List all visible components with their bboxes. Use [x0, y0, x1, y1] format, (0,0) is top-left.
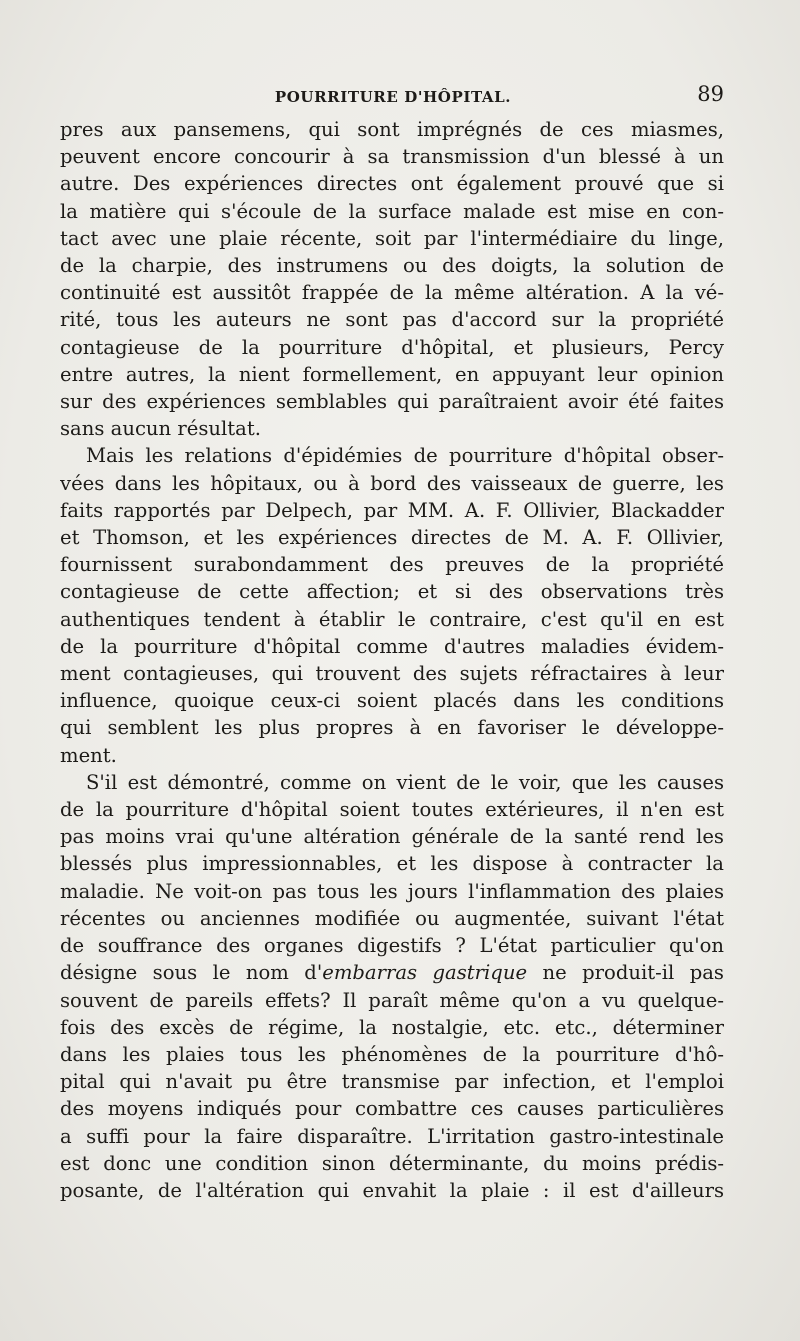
- text-line: la matière qui s'écoule de la surface malade est mise en con-: [60, 199, 724, 223]
- text-line: des moyens indiqués pour combattre ces causes particulières: [60, 1097, 724, 1121]
- text-line: est donc une condition sinon déterminante, du moins prédis-: [60, 1151, 724, 1175]
- paragraph: [60, 116, 724, 442]
- text-line: récentes ou anciennes modifiée ou augmentée, suivant l'état: [60, 906, 724, 930]
- text-line: blessés plus impressionnables, et les dispose à contracter la: [60, 852, 724, 876]
- text-line: S'il est démontré, comme on vient de le voir, que les causes: [86, 770, 724, 794]
- text-line: de la pourriture d'hôpital soient toutes extérieures, il n'en est: [60, 798, 724, 822]
- text-line: pas moins vrai qu'une altération générale de la santé rend les: [60, 825, 724, 849]
- text-line: maladie. Ne voit-on pas tous les jours l'inflammation des plaies: [60, 879, 724, 903]
- text-line: influence, quoique ceux-ci soient placés dans les conditions: [60, 689, 724, 713]
- text-line: faits rapportés par Delpech, par MM. A. F. Ollivier, Blackadder: [60, 498, 724, 522]
- text-line: souvent de pareils effets? Il paraît même qu'on a vu quelque-: [60, 988, 724, 1012]
- text-line: ment contagieuses, qui trouvent des sujets réfractaires à leur: [60, 662, 724, 686]
- text-line: sur des expériences semblables qui paraîtraient avoir été faites: [60, 390, 724, 414]
- text-line: désigne sous le nom d'embarras gastrique ne produit-il pas: [60, 961, 724, 985]
- page-body: [60, 116, 724, 1204]
- text-line: a suffi pour la faire disparaître. L'irritation gastro-intestinale: [60, 1124, 724, 1148]
- text-line: posante, de l'altération qui envahit la plaie : il est d'ailleurs: [60, 1178, 724, 1202]
- text-line: contagieuse de cette affection; et si des observations très: [60, 580, 724, 604]
- text-line: qui semblent les plus propres à en favoriser le développe-: [60, 716, 724, 740]
- text-line: entre autres, la nient formellement, en appuyant leur opinion: [60, 362, 724, 386]
- paragraph: [60, 442, 724, 768]
- text-line: pres aux pansemens, qui sont imprégnés de ces miasmes,: [60, 118, 724, 141]
- text-line: authentiques tendent à établir le contraire, c'est qu'il en est: [60, 607, 724, 631]
- text-line: tact avec une plaie récente, soit par l'intermédiaire du linge,: [60, 226, 724, 250]
- text-line: rité, tous les auteurs ne sont pas d'accord sur la propriété: [60, 308, 724, 332]
- text-line: vées dans les hôpitaux, ou à bord des vaisseaux de guerre, les: [60, 471, 724, 495]
- text-line: ment.: [60, 743, 117, 767]
- text-line: de souffrance des organes digestifs ? L'état particulier qu'on: [60, 934, 724, 958]
- text-line: Mais les relations d'épidémies de pourriture d'hôpital obser-: [86, 444, 724, 468]
- text-line: dans les plaies tous les phénomènes de la pourriture d'hô-: [60, 1042, 724, 1066]
- text-line: fois des excès de régime, la nostalgie, etc. etc., déterminer: [60, 1015, 724, 1039]
- text-line: sans aucun résultat.: [60, 417, 261, 441]
- text-line: pital qui n'avait pu être transmise par infection, et l'emploi: [60, 1070, 724, 1094]
- text-line: contagieuse de la pourriture d'hôpital, et plusieurs, Percy: [60, 335, 724, 359]
- page-header: [62, 82, 724, 116]
- text-line: de la charpie, des instrumens ou des doigts, la solution de: [60, 254, 724, 278]
- text-line: autre. Des expériences directes ont également prouvé que si: [60, 172, 724, 196]
- text-line: peuvent encore concourir à sa transmission d'un blessé à un: [60, 145, 724, 169]
- text-line: continuité est aussitôt frappée de la même altération. A la vé-: [60, 281, 724, 305]
- paragraph: [60, 769, 724, 1204]
- running-head: POURRITURE D'HÔPITAL.: [274, 88, 512, 106]
- page-number: 89: [697, 82, 724, 106]
- text-line: de la pourriture d'hôpital comme d'autres maladies évidem-: [60, 634, 724, 658]
- italic-term: embarras gastrique: [322, 961, 528, 985]
- text-line: fournissent surabondamment des preuves de la propriété: [60, 553, 724, 577]
- text-line: et Thomson, et les expériences directes de M. A. F. Ollivier,: [60, 526, 724, 550]
